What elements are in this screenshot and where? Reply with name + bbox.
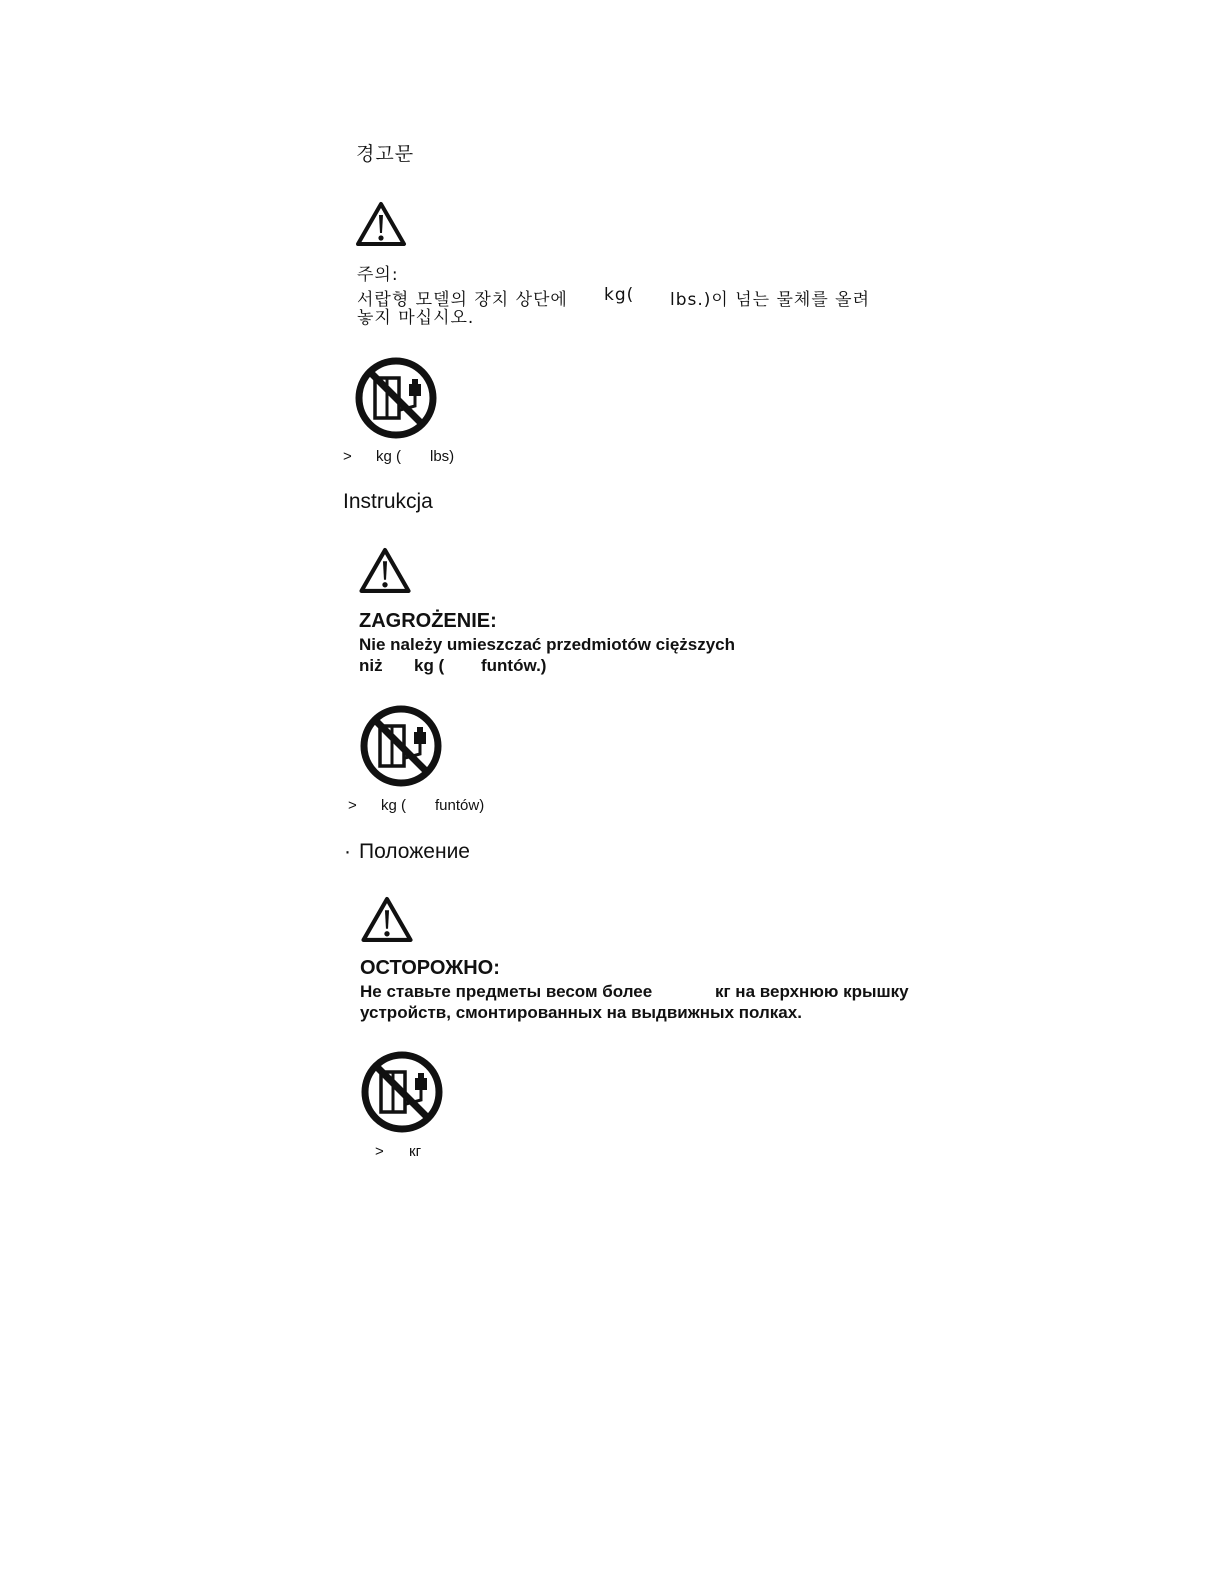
korean-caption-lbs: lbs) <box>430 448 455 465</box>
korean-caption-kg: kg ( <box>376 448 402 465</box>
polish-body-line2-b: kg ( <box>414 656 445 675</box>
no-heavy-load-icon <box>360 1050 444 1134</box>
polish-danger-label: ZAGROŻENIE: <box>359 610 497 632</box>
polish-caption-kg: kg ( <box>381 797 407 814</box>
russian-body-line2: устройств, смонтированных на выдвижных полках. <box>360 1003 802 1022</box>
russian-caution-label: ОСТОРОЖНО: <box>360 957 500 979</box>
russian-heading: Положение <box>359 840 470 863</box>
russian-body-line1-b: кг на верхнюю крышку <box>715 982 909 1001</box>
polish-body-line1: Nie należy umieszczać przedmiotów cięższych <box>359 635 736 654</box>
korean-body-line1-a: 서랍형 모델의 장치 상단에 <box>357 290 568 310</box>
polish-body-line2-c: funtów.) <box>481 656 547 675</box>
korean-heading: 경고문 <box>356 143 415 165</box>
polish-heading: Instrukcja <box>343 490 433 513</box>
russian-caption-kg: кг <box>409 1143 422 1160</box>
korean-caution-label: 주의: <box>357 265 399 285</box>
no-heavy-load-icon <box>354 356 438 440</box>
polish-caption-gt: > <box>348 797 357 814</box>
russian-bullet: · <box>344 840 351 863</box>
korean-caption-gt: > <box>343 448 352 465</box>
polish-body-line2-a: niż <box>359 656 383 675</box>
korean-body-line1-b: kg( <box>604 285 635 305</box>
no-heavy-load-icon <box>359 704 443 788</box>
korean-body-line1-c: lbs.)이 넘는 물체를 올려 <box>670 290 870 310</box>
korean-body-line2: 놓지 마십시오. <box>357 308 475 328</box>
russian-caption-gt: > <box>375 1143 384 1160</box>
russian-body-line1-a: Не ставьте предметы весом более <box>360 982 653 1001</box>
warning-triangle-icon <box>355 201 407 247</box>
warning-triangle-icon <box>358 547 412 594</box>
warning-triangle-icon <box>360 896 414 943</box>
polish-caption-funtow: funtów) <box>435 797 485 814</box>
